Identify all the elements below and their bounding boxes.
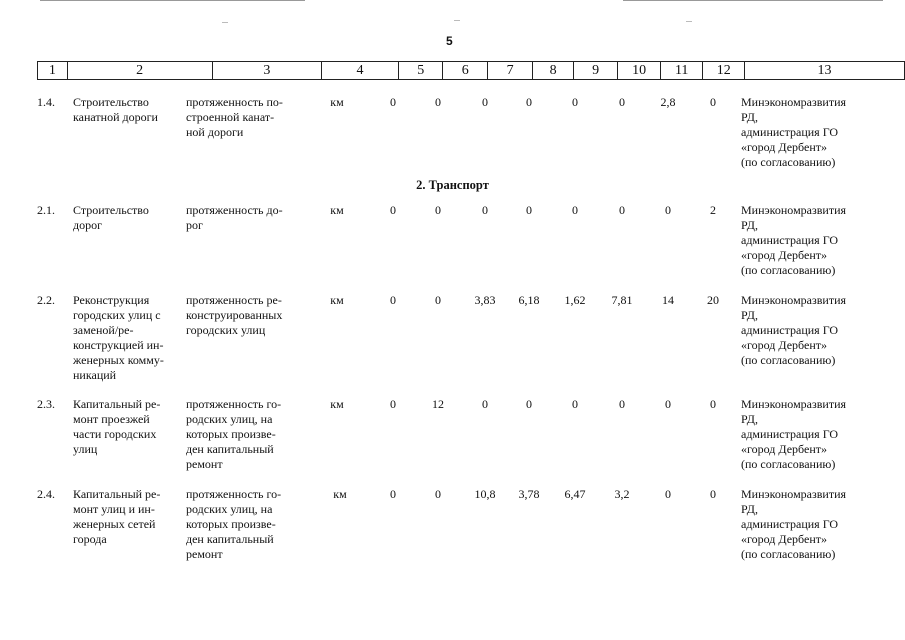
row-responsible: Минэкономразвития РД, администрация ГО «город Дербент» (по согласованию) xyxy=(741,95,847,169)
value-cell: 0 xyxy=(482,397,488,411)
row-name: Реконструкция городских улиц с заменой/ре- конструкцией ин- женерных комму- никаций xyxy=(73,293,164,382)
value-cell: 0 xyxy=(572,397,578,411)
row-indicator: протяженность го- родских улиц, на которых произве- ден капитальный ремонт xyxy=(186,397,282,471)
value-cell: 0 xyxy=(710,95,716,109)
row-name: Капитальный ре- монт улиц и ин- женерных сетей города xyxy=(73,487,161,546)
row-name: Капитальный ре- монт проезжей части городских улиц xyxy=(73,397,161,456)
row-responsible: Минэкономразвития РД, администрация ГО «город Дербент» (по согласованию) xyxy=(741,397,847,471)
value-cell: 0 xyxy=(710,397,716,411)
value-cell: 2 xyxy=(710,203,716,217)
value-cell: 3,78 xyxy=(518,487,540,501)
value-cell: 0 xyxy=(435,487,441,501)
page-number: 5 xyxy=(446,34,453,48)
column-header: 10 xyxy=(618,62,661,80)
row-indicator: протяженность по- строенной канат- ной дороги xyxy=(186,95,283,139)
value-cell: 0 xyxy=(390,397,396,411)
row-responsible: Минэкономразвития РД, администрация ГО «город Дербент» (по согласованию) xyxy=(741,293,847,367)
column-header: 8 xyxy=(533,62,574,80)
column-header: 12 xyxy=(703,62,745,80)
value-cell: 3,83 xyxy=(474,293,496,307)
scan-mark xyxy=(222,22,228,23)
row-responsible: Минэкономразвития РД, администрация ГО «город Дербент» (по согласованию) xyxy=(741,487,847,561)
scan-top-rule-right xyxy=(623,0,883,1)
value-cell: 0 xyxy=(390,95,396,109)
row-unit: км xyxy=(330,397,344,411)
column-header: 2 xyxy=(67,62,212,80)
value-cell: 0 xyxy=(435,203,441,217)
column-header: 6 xyxy=(443,62,487,80)
row-unit: км xyxy=(330,95,344,109)
value-cell: 0 xyxy=(482,203,488,217)
scan-mark xyxy=(686,21,692,22)
value-cell: 0 xyxy=(526,203,532,217)
row-unit: км xyxy=(330,293,344,307)
scan-mark xyxy=(454,20,460,21)
row-number: 2.3. xyxy=(37,397,55,411)
column-header: 4 xyxy=(322,62,399,80)
value-cell: 0 xyxy=(390,293,396,307)
value-cell: 6,47 xyxy=(564,487,586,501)
scan-top-rule-left xyxy=(40,0,305,1)
row-number: 2.4. xyxy=(37,487,55,501)
row-unit: км xyxy=(330,203,344,217)
value-cell: 0 xyxy=(572,203,578,217)
column-header: 3 xyxy=(212,62,321,80)
value-cell: 0 xyxy=(390,487,396,501)
column-header: 9 xyxy=(573,62,617,80)
value-cell: 0 xyxy=(619,95,625,109)
value-cell: 1,62 xyxy=(564,293,586,307)
value-cell: 7,81 xyxy=(611,293,633,307)
value-cell: 14 xyxy=(662,293,674,307)
value-cell: 3,2 xyxy=(614,487,630,501)
value-cell: 2,8 xyxy=(660,95,676,109)
value-cell: 12 xyxy=(432,397,444,411)
row-number: 2.2. xyxy=(37,293,55,307)
column-number-row xyxy=(37,61,905,80)
column-header: 7 xyxy=(487,62,532,80)
row-number: 2.1. xyxy=(37,203,55,217)
section-title: 2. Транспорт xyxy=(416,178,489,192)
value-cell: 0 xyxy=(482,95,488,109)
value-cell: 0 xyxy=(619,203,625,217)
column-header: 5 xyxy=(399,62,443,80)
row-indicator: протяженность го- родских улиц, на которых произве- ден капитальный ремонт xyxy=(186,487,282,561)
value-cell: 0 xyxy=(619,397,625,411)
value-cell: 10,8 xyxy=(474,487,496,501)
value-cell: 0 xyxy=(526,397,532,411)
value-cell: 0 xyxy=(665,397,671,411)
value-cell: 0 xyxy=(390,203,396,217)
value-cell: 6,18 xyxy=(518,293,540,307)
row-unit: км xyxy=(333,487,347,501)
row-responsible: Минэкономразвития РД, администрация ГО «город Дербент» (по согласованию) xyxy=(741,203,847,277)
column-header: 13 xyxy=(745,62,905,80)
value-cell: 0 xyxy=(710,487,716,501)
row-name: Строительство канатной дороги xyxy=(73,95,158,124)
value-cell: 0 xyxy=(435,95,441,109)
value-cell: 0 xyxy=(526,95,532,109)
value-cell: 20 xyxy=(707,293,719,307)
row-number: 1.4. xyxy=(37,95,55,109)
row-indicator: протяженность до- рог xyxy=(186,203,283,232)
row-name: Строительство дорог xyxy=(73,203,149,232)
value-cell: 0 xyxy=(665,487,671,501)
value-cell: 0 xyxy=(665,203,671,217)
value-cell: 0 xyxy=(435,293,441,307)
column-header: 1 xyxy=(38,62,68,80)
row-indicator: протяженность ре- конструированных городских улиц xyxy=(186,293,283,337)
value-cell: 0 xyxy=(572,95,578,109)
column-header: 11 xyxy=(660,62,703,80)
